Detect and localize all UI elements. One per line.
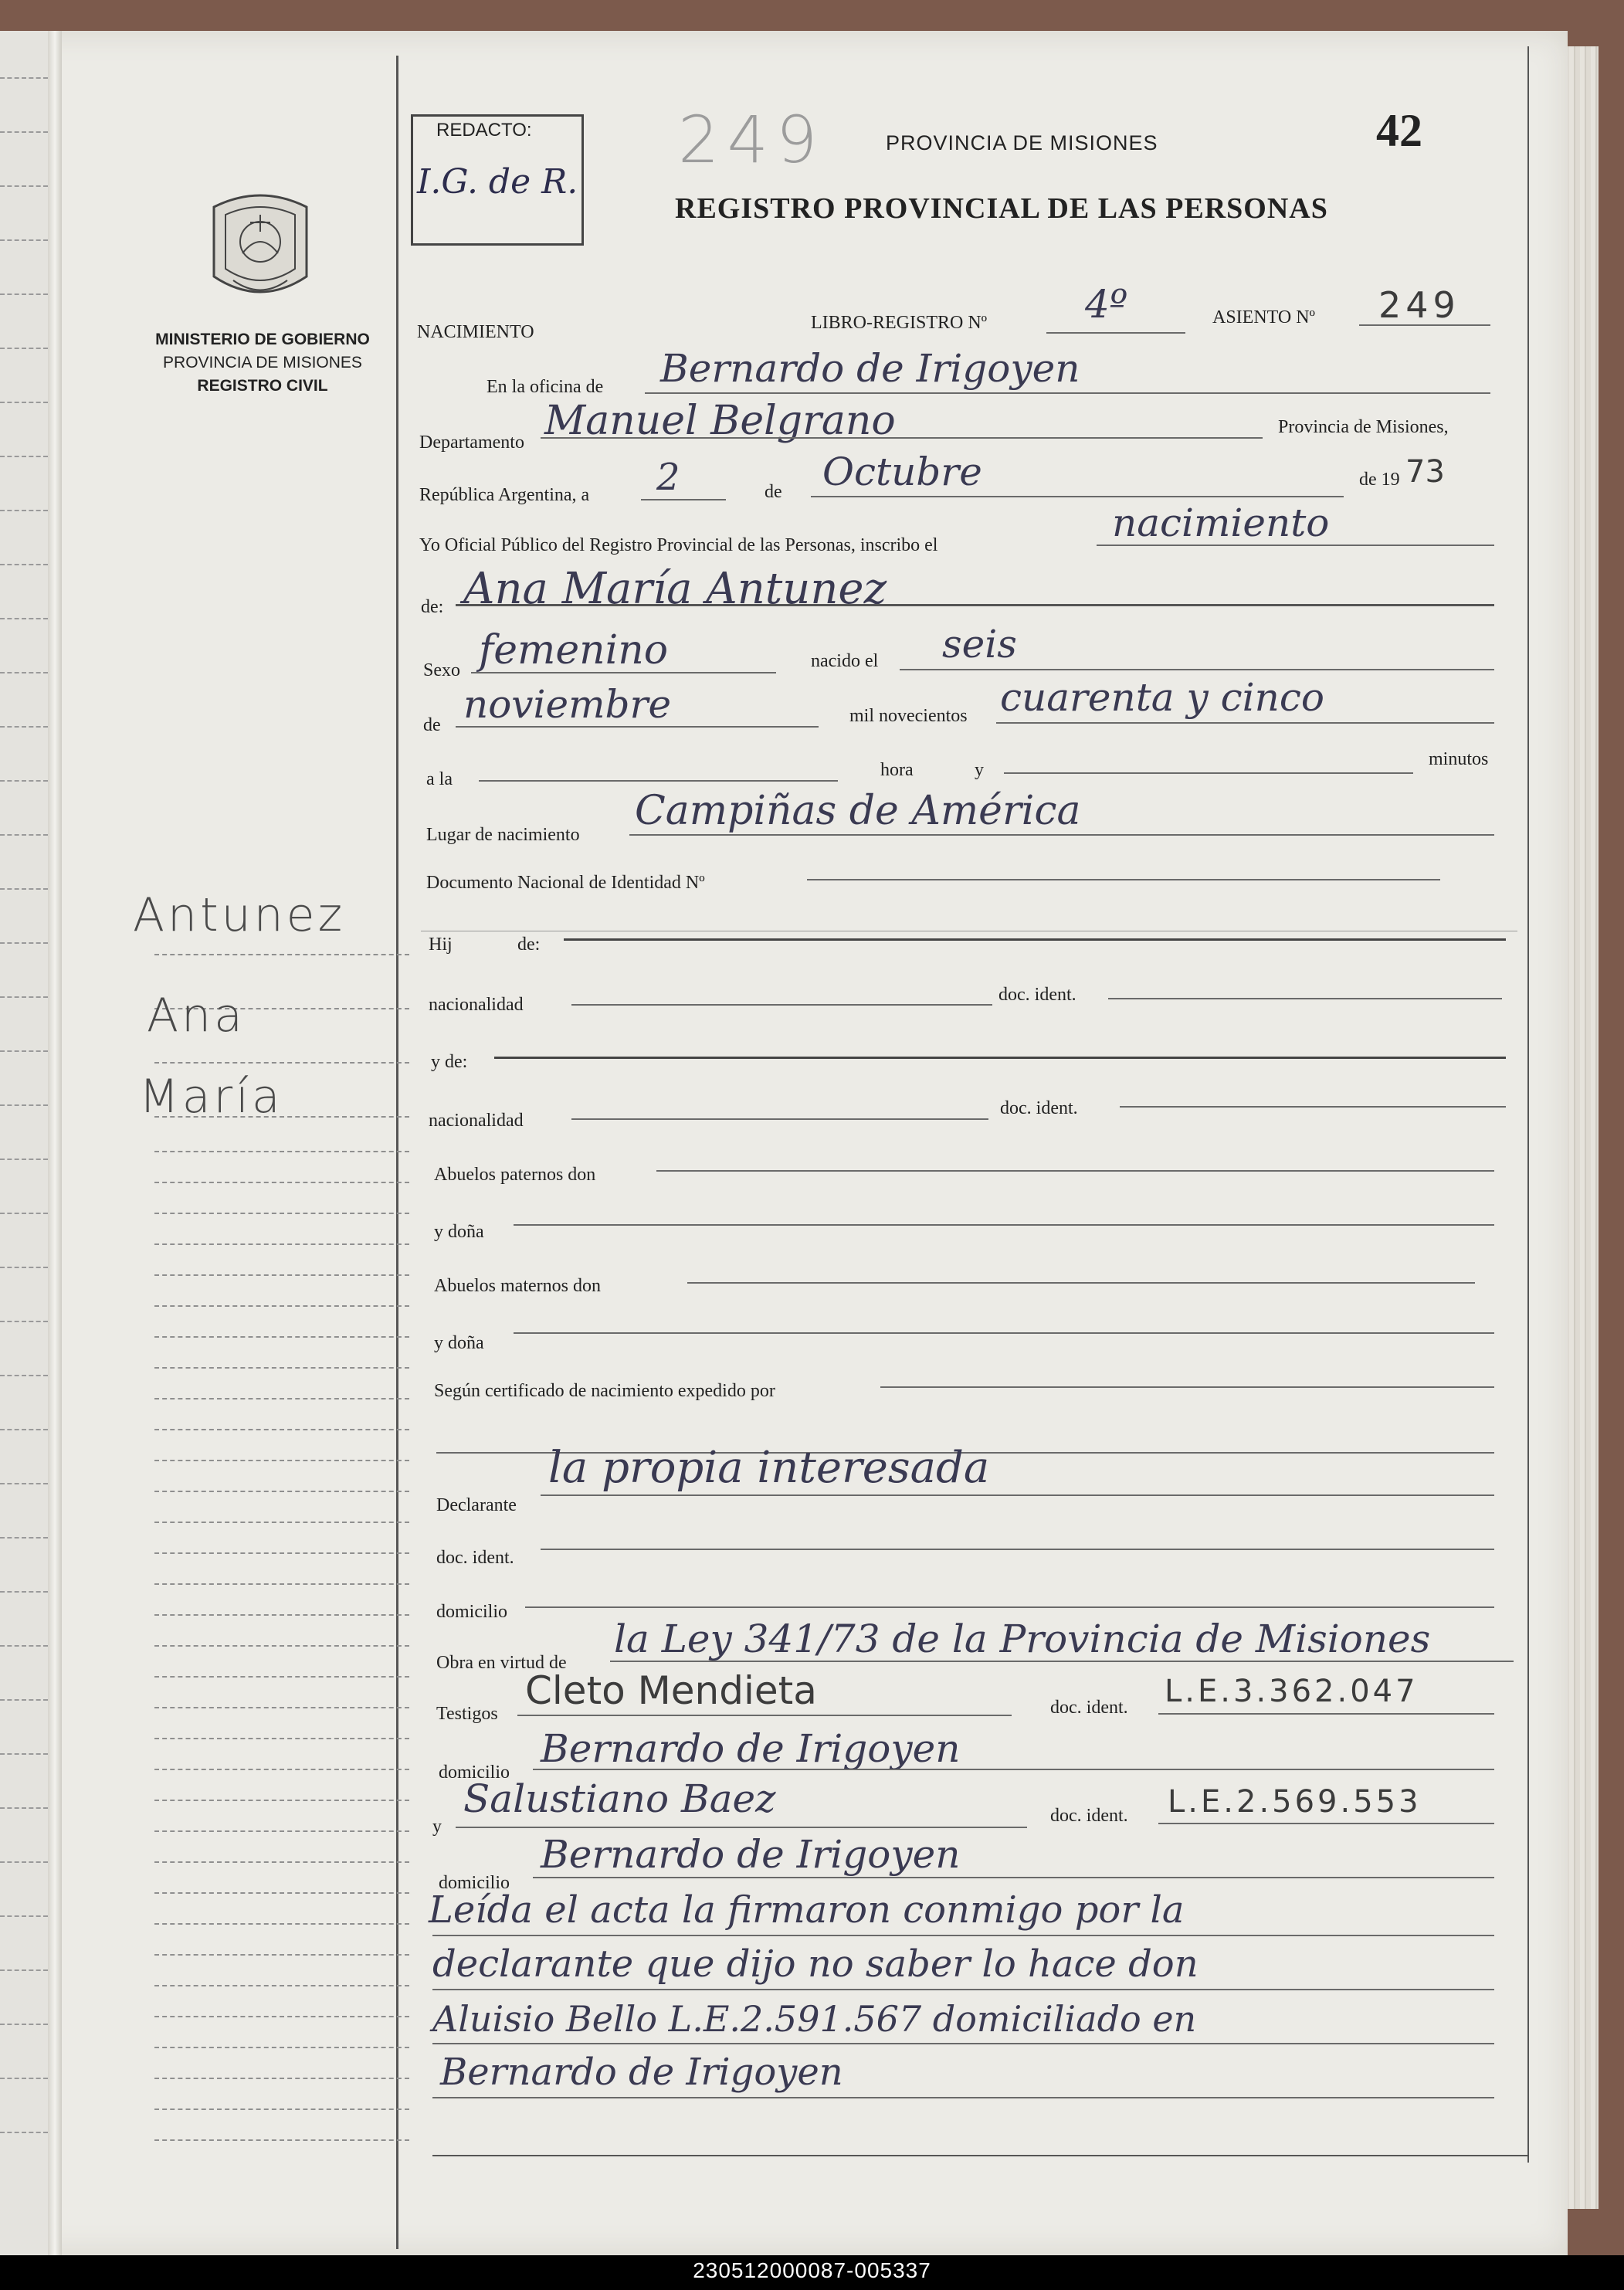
doc-ident-label-3: doc. ident. xyxy=(436,1548,514,1568)
asiento-value: 249 xyxy=(1378,284,1460,326)
stub-divider xyxy=(396,56,398,2249)
closing-line-4: Bernardo de Irigoyen xyxy=(440,2051,843,2094)
abuelos-paternos-label: Abuelos paternos don xyxy=(434,1165,596,1185)
stub-first-name: Ana xyxy=(147,989,246,1043)
oficina-label: En la oficina de xyxy=(487,377,604,397)
departamento-value: Manuel Belgrano xyxy=(544,398,896,444)
oficina-value: Bernardo de Irigoyen xyxy=(660,346,1080,391)
nacionalidad-label-1: nacionalidad xyxy=(429,995,524,1015)
testigo-1-name: Cleto Mendieta xyxy=(525,1668,817,1713)
stub-surname: Antunez xyxy=(133,888,346,942)
day-value: 2 xyxy=(656,456,680,499)
documento-label: Documento Nacional de Identidad Nº xyxy=(426,873,705,893)
de-birth-month-label: de xyxy=(423,715,441,735)
pencil-entry-number: 249 xyxy=(678,102,826,178)
obra-label: Obra en virtud de xyxy=(436,1653,567,1673)
image-code: 230512000087-005337 xyxy=(693,2258,931,2282)
month-value: Octubre xyxy=(822,450,982,494)
certificado-label: Según certificado de nacimiento expedido por xyxy=(434,1381,775,1401)
page-number: 42 xyxy=(1376,105,1422,156)
birth-month-value: noviembre xyxy=(463,682,672,727)
a-la-label: a la xyxy=(426,769,453,789)
oficial-text: Yo Oficial Público del Registro Provincial de las Personas, inscribo el xyxy=(419,535,938,555)
minutos-label: minutos xyxy=(1429,749,1489,769)
mil-label: mil novecientos xyxy=(849,706,968,726)
testigo-2-name: Salustiano Baez xyxy=(463,1776,776,1821)
doc-ident-label-1: doc. ident. xyxy=(998,985,1076,1005)
y-dona-label-1: y doña xyxy=(434,1222,484,1242)
nacionalidad-label-2: nacionalidad xyxy=(429,1111,524,1131)
redacto-initials: I.G. de R. xyxy=(417,162,578,202)
y-label: y xyxy=(975,760,984,780)
de-month-label: de xyxy=(765,482,782,502)
inscribo-value: nacimiento xyxy=(1112,500,1330,545)
declarante-value: la propia interesada xyxy=(548,1443,990,1493)
declarante-label: Declarante xyxy=(436,1495,517,1515)
closing-line-2: declarante que dijo no saber lo hace don xyxy=(432,1942,1199,1986)
ministry-heading xyxy=(139,328,386,398)
closing-line-1: Leída el acta la firmaron conmigo por la xyxy=(429,1888,1185,1932)
hij-de-label: de: xyxy=(517,935,541,955)
libro-label: LIBRO-REGISTRO Nº xyxy=(811,313,988,333)
registry-title: REGISTRO PROVINCIAL DE LAS PERSONAS xyxy=(675,192,1328,225)
nacimiento-label: NACIMIENTO xyxy=(417,322,534,342)
lugar-value: Campiñas de América xyxy=(635,788,1081,834)
closing-line-3: Aluisio Bello L.E.2.591.567 domiciliado en xyxy=(432,1998,1197,2040)
form-border-right xyxy=(1527,46,1529,2163)
form-border-bottom xyxy=(432,2155,1527,2156)
de-name-label: de: xyxy=(421,597,444,617)
testigos-label: Testigos xyxy=(436,1704,498,1724)
domicilio-label-2: domicilio xyxy=(439,1762,510,1783)
province-title: PROVINCIA DE MISIONES xyxy=(886,131,1158,154)
ministry-line-3: REGISTRO CIVIL xyxy=(197,377,328,395)
facing-page-edge xyxy=(0,31,48,2255)
obra-value: la Ley 341/73 de la Provincia de Misiones xyxy=(614,1617,1431,1661)
province-emblem xyxy=(202,184,318,307)
hij-label: Hij xyxy=(429,935,453,955)
ministry-line-2: PROVINCIA DE MISIONES xyxy=(163,354,362,371)
testigo-1-domicilio: Bernardo de Irigoyen xyxy=(541,1726,961,1771)
book-spine xyxy=(48,31,62,2255)
testigo-1-doc: L.E.3.362.047 xyxy=(1165,1674,1419,1709)
y-dona-label-2: y doña xyxy=(434,1333,484,1353)
hora-label: hora xyxy=(880,760,914,780)
nacido-label: nacido el xyxy=(811,651,879,671)
lugar-label: Lugar de nacimiento xyxy=(426,825,580,845)
doc-ident-label-4: doc. ident. xyxy=(1050,1698,1128,1718)
domicilio-label-1: domicilio xyxy=(436,1602,507,1622)
year-value: 73 xyxy=(1405,454,1445,490)
testigo-2-domicilio: Bernardo de Irigoyen xyxy=(541,1832,961,1877)
republica-label: República Argentina, a xyxy=(419,485,590,505)
provincia-label: Provincia de Misiones, xyxy=(1278,417,1449,437)
redacto-label: REDACTO: xyxy=(436,120,532,141)
asiento-label: ASIENTO Nº xyxy=(1212,307,1315,327)
testigo-2-doc: L.E.2.569.553 xyxy=(1168,1784,1422,1820)
sexo-label: Sexo xyxy=(423,660,460,680)
abuelos-maternos-label: Abuelos maternos don xyxy=(434,1276,601,1296)
doc-ident-label-2: doc. ident. xyxy=(1000,1098,1078,1118)
year-label: de 19 xyxy=(1359,470,1400,490)
departamento-label: Departamento xyxy=(419,433,524,453)
y-testigo-label: y xyxy=(432,1817,442,1837)
ministry-line-1: MINISTERIO DE GOBIERNO xyxy=(155,331,370,348)
doc-ident-label-5: doc. ident. xyxy=(1050,1806,1128,1826)
stub-middle-name: María xyxy=(139,1070,283,1124)
libro-value: 4º xyxy=(1085,282,1128,327)
birth-year-value: cuarenta y cinco xyxy=(1000,675,1324,720)
registered-name: Ana María Antunez xyxy=(463,564,887,614)
sexo-value: femenino xyxy=(479,627,669,673)
domicilio-label-3: domicilio xyxy=(439,1873,510,1893)
nacido-day-value: seis xyxy=(942,622,1017,667)
y-de-label: y de: xyxy=(431,1052,468,1072)
